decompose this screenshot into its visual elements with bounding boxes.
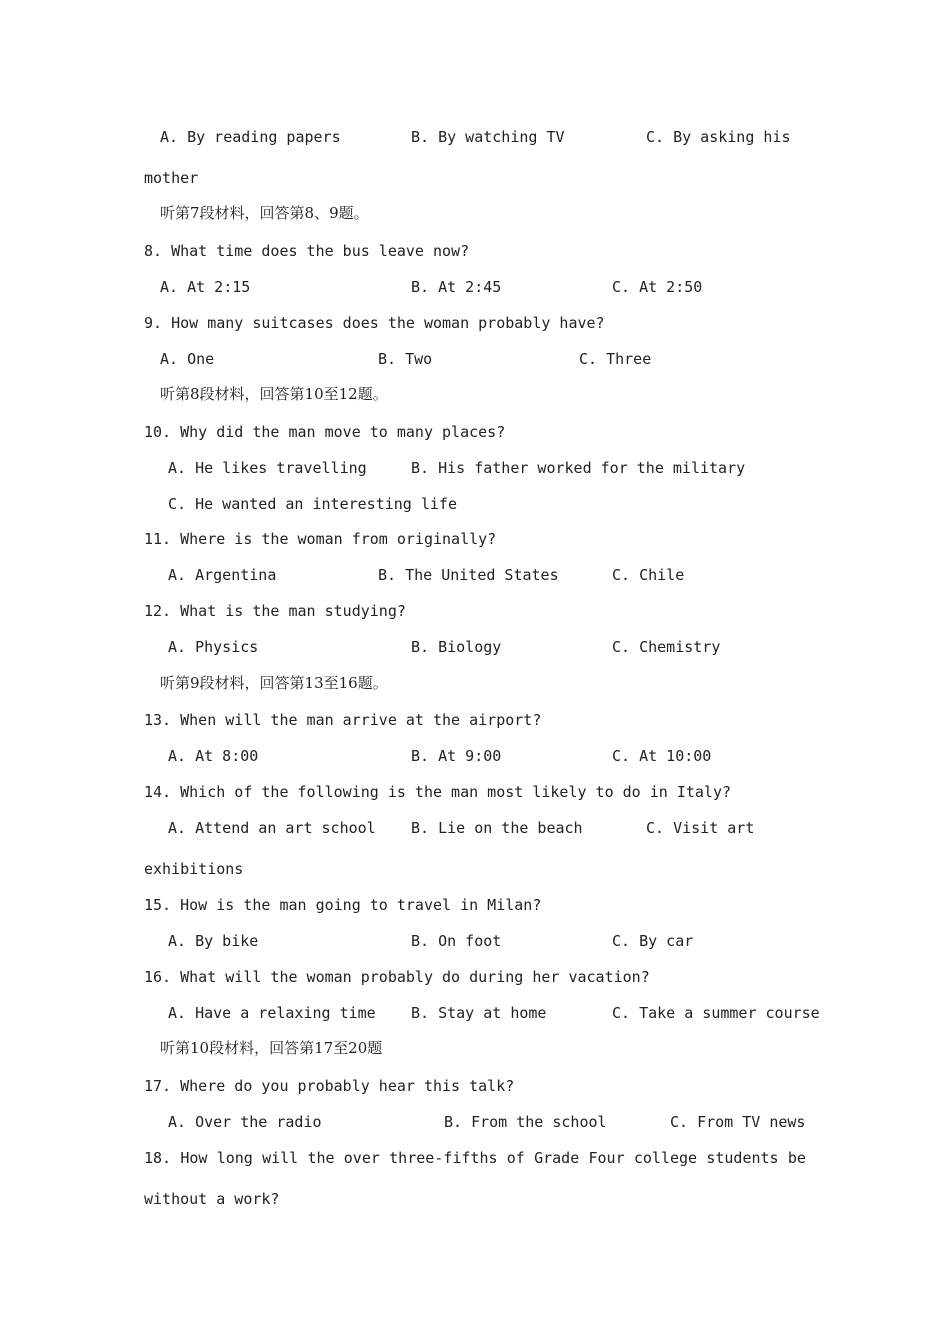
q18-word: college bbox=[633, 1149, 698, 1167]
q7-option-b: B. By watching TV bbox=[411, 128, 565, 146]
q10-text: 10. Why did the man move to many places? bbox=[144, 423, 506, 441]
q9-option-b: B. Two bbox=[378, 350, 433, 368]
q12-option-a: A. Physics bbox=[168, 638, 259, 656]
q14-option-c-continued: exhibitions bbox=[144, 860, 244, 878]
section-9-instruction: 听第9段材料，回答第13至16题。 bbox=[160, 674, 388, 692]
q8-option-a: A. At 2:15 bbox=[160, 278, 251, 296]
q13-option-c: C. At 10:00 bbox=[612, 747, 712, 765]
q15-text: 15. How is the man going to travel in Milan? bbox=[144, 896, 542, 914]
q14-option-b: B. Lie on the beach bbox=[411, 819, 583, 837]
q11-option-b: B. The United States bbox=[378, 566, 559, 584]
q16-option-c: C. Take a summer course bbox=[612, 1004, 820, 1022]
q7-option-a: A. By reading papers bbox=[160, 128, 341, 146]
q16-option-a: A. Have a relaxing time bbox=[168, 1004, 376, 1022]
q18-word: long bbox=[216, 1149, 253, 1167]
q18-word: students bbox=[706, 1149, 779, 1167]
q17-option-b: B. From the school bbox=[444, 1113, 607, 1131]
q18-word: of bbox=[506, 1149, 525, 1167]
q10-option-c: C. He wanted an interesting life bbox=[168, 495, 457, 513]
q11-option-c: C. Chile bbox=[612, 566, 685, 584]
q18-word: How bbox=[180, 1149, 208, 1167]
q10-option-b: B. His father worked for the military bbox=[411, 459, 746, 477]
q18-text bbox=[144, 1148, 806, 1168]
q13-option-b: B. At 9:00 bbox=[411, 747, 502, 765]
q12-text: 12. What is the man studying? bbox=[144, 602, 406, 620]
q9-option-c: C. Three bbox=[579, 350, 652, 368]
q10-option-a: A. He likes travelling bbox=[168, 459, 367, 477]
q12-option-b: B. Biology bbox=[411, 638, 502, 656]
q18-word: Four bbox=[588, 1149, 625, 1167]
q18-word: will bbox=[262, 1149, 299, 1167]
q18-word: be bbox=[787, 1149, 806, 1167]
q18-word: 18. bbox=[144, 1149, 172, 1167]
q14-text: 14. Which of the following is the man most likely to do in Italy? bbox=[144, 783, 731, 801]
q8-option-b: B. At 2:45 bbox=[411, 278, 502, 296]
q13-option-a: A. At 8:00 bbox=[168, 747, 259, 765]
q15-option-c: C. By car bbox=[612, 932, 694, 950]
q13-text: 13. When will the man arrive at the airport? bbox=[144, 711, 542, 729]
q7-option-c: C. By asking his bbox=[646, 128, 791, 146]
q17-option-a: A. Over the radio bbox=[168, 1113, 322, 1131]
q11-text: 11. Where is the woman from originally? bbox=[144, 530, 497, 548]
q8-option-c: C. At 2:50 bbox=[612, 278, 703, 296]
q18-text-continued: without a work? bbox=[144, 1190, 280, 1208]
q15-option-b: B. On foot bbox=[411, 932, 502, 950]
q9-text: 9. How many suitcases does the woman probably have? bbox=[144, 314, 605, 332]
q12-option-c: C. Chemistry bbox=[612, 638, 721, 656]
q18-word: the bbox=[307, 1149, 335, 1167]
q18-word: over bbox=[343, 1149, 380, 1167]
section-10-instruction: 听第10段材料，回答第17至20题 bbox=[160, 1039, 383, 1057]
q11-option-a: A. Argentina bbox=[168, 566, 277, 584]
q16-text: 16. What will the woman probably do during her vacation? bbox=[144, 968, 650, 986]
section-7-instruction: 听第7段材料，回答第8、9题。 bbox=[160, 204, 369, 222]
q15-option-a: A. By bike bbox=[168, 932, 259, 950]
section-8-instruction: 听第8段材料，回答第10至12题。 bbox=[160, 385, 388, 403]
q16-option-b: B. Stay at home bbox=[411, 1004, 547, 1022]
q14-option-c: C. Visit art bbox=[646, 819, 755, 837]
q14-option-a: A. Attend an art school bbox=[168, 819, 376, 837]
q7-option-c-continued: mother bbox=[144, 169, 199, 187]
q17-text: 17. Where do you probably hear this talk? bbox=[144, 1077, 515, 1095]
q18-word: Grade bbox=[534, 1149, 580, 1167]
q17-option-c: C. From TV news bbox=[670, 1113, 806, 1131]
q9-option-a: A. One bbox=[160, 350, 215, 368]
q18-word: three-fifths bbox=[389, 1149, 498, 1167]
q8-text: 8. What time does the bus leave now? bbox=[144, 242, 470, 260]
